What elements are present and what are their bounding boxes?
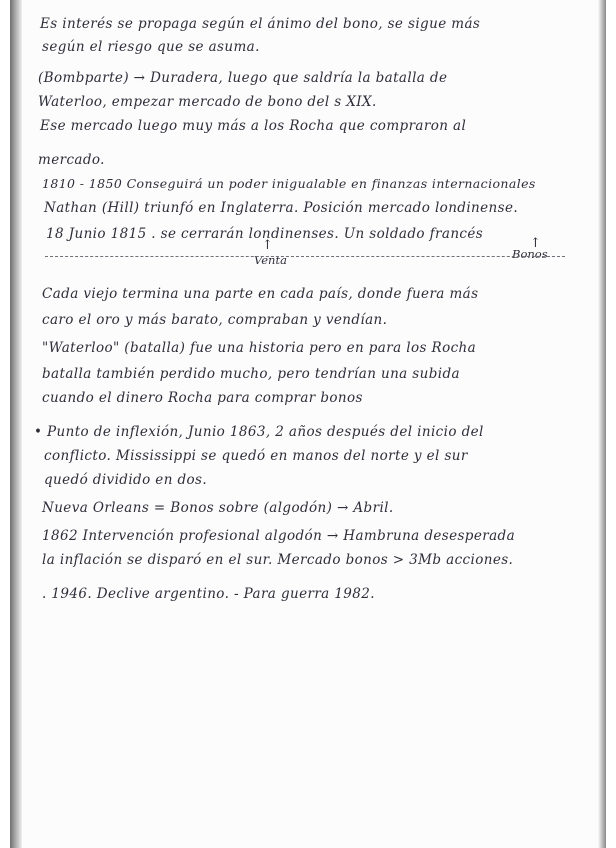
handwritten-line: • Punto de inflexión, Junio 1863, 2 años después del inicio del: [34, 424, 484, 440]
handwritten-line: "Waterloo" (batalla) fue una historia pero en para los Rocha: [42, 340, 477, 356]
handwritten-line: batalla también perdido mucho, pero tendrían una subida: [42, 366, 460, 382]
handwritten-line: caro el oro y más barato, compraban y vendían.: [42, 312, 388, 328]
handwritten-line: cuando el dinero Rocha para comprar bonos: [42, 390, 363, 406]
handwritten-line: la inflación se disparó en el sur. Mercado bonos > 3Mb acciones.: [42, 552, 514, 568]
handwritten-line: conflicto. Mississippi se quedó en manos del norte y el sur: [44, 448, 468, 464]
handwritten-line: Cada viejo termina una parte en cada país, donde fuera más: [42, 286, 479, 302]
handwritten-line: según el riesgo que se asuma.: [42, 39, 260, 55]
notebook-page: [10, 0, 606, 848]
arrow-up-icon: ↑: [530, 236, 541, 251]
page-shadow-right: [598, 0, 606, 848]
handwritten-line: mercado.: [38, 152, 105, 168]
handwritten-line: Nueva Orleans = Bonos sobre (algodón) → Abril.: [42, 500, 394, 516]
underline-rule: [45, 256, 565, 257]
handwritten-line: 1862 Intervención profesional algodón → Hambruna desesperada: [42, 528, 516, 544]
handwritten-line-boxed: [38, 70, 447, 86]
handwritten-note: Bonos: [512, 247, 548, 261]
handwritten-note: Venta: [254, 253, 287, 267]
handwritten-line: quedó dividido en dos.: [44, 472, 208, 488]
handwritten-line: 18 Junio 1815 . se cerrarán londinenses. Un soldado francés: [46, 226, 484, 242]
handwritten-line: Nathan (Hill) triunfó en Inglaterra. Posición mercado londinense.: [44, 200, 519, 216]
arrow-up-icon: ↑: [262, 238, 273, 253]
handwritten-line: . 1946. Declive argentino. - Para guerra 1982.: [42, 586, 375, 602]
handwritten-line: 1810 - 1850 Conseguirá un poder inigualable en finanzas internacionales: [42, 176, 536, 191]
page-shadow-left: [10, 0, 22, 848]
handwritten-line-text: (Bombparte) → Duradera, luego que saldría la batalla de: [38, 70, 448, 86]
handwritten-line: Waterloo, empezar mercado de bono del s XIX.: [38, 94, 377, 110]
handwritten-line: Ese mercado luego muy más a los Rocha que compraron al: [40, 118, 467, 134]
handwritten-line: Es interés se propaga según el ánimo del bono, se sigue más: [40, 16, 481, 32]
